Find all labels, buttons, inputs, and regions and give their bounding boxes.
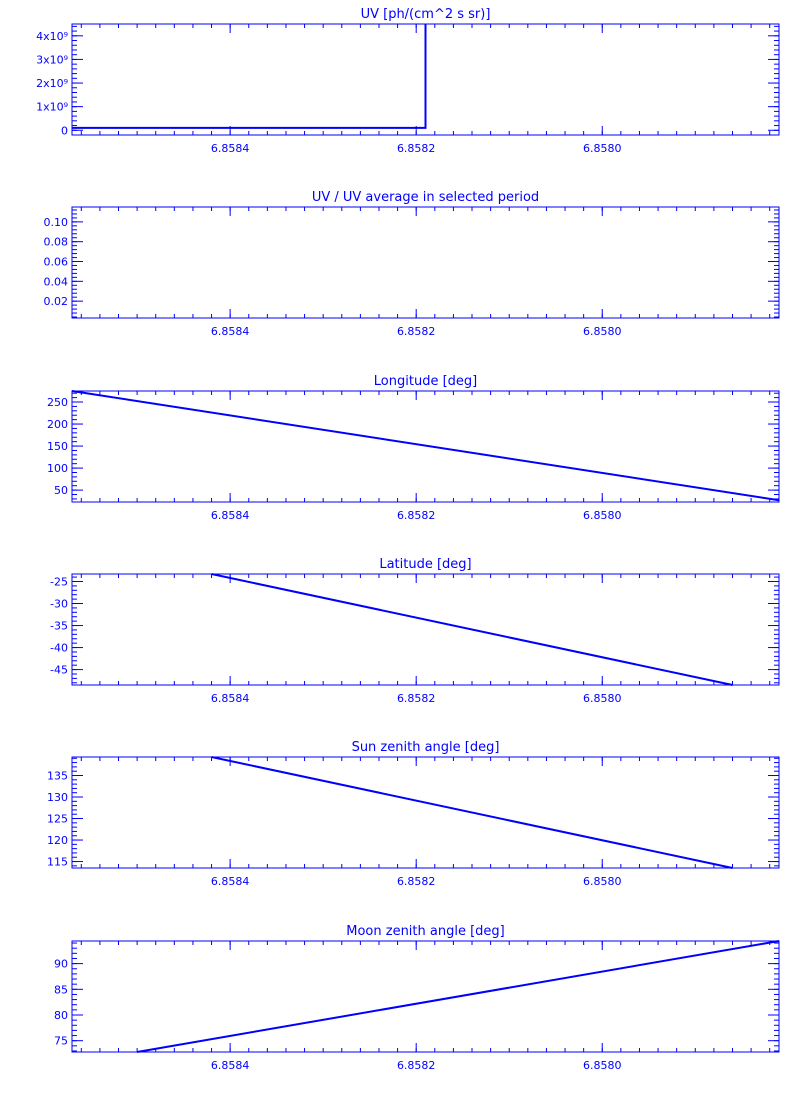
x-tick-label: 6.8580 [583, 325, 622, 338]
y-tick-label: 75 [54, 1034, 68, 1048]
y-tick-label: 85 [54, 983, 68, 997]
y-tick-label: 125 [47, 812, 68, 826]
x-tick-label: 6.8580 [583, 142, 622, 155]
y-tick-label: 200 [47, 418, 68, 432]
x-tick-label: 6.8580 [583, 1059, 622, 1072]
panel-5 [54, 924, 779, 1072]
y-tick-label: 2x10⁹ [36, 77, 68, 91]
y-tick-label: 150 [47, 440, 68, 454]
x-tick-label: 6.8580 [583, 692, 622, 705]
panel-2 [47, 374, 779, 522]
x-tick-label: 6.8584 [210, 142, 250, 155]
y-tick-label: 1x10⁹ [36, 100, 68, 114]
panel-1 [44, 190, 780, 338]
x-tick-label: 6.8582 [396, 142, 436, 155]
x-tick-label: 6.8584 [210, 509, 250, 522]
x-tick-label: 6.8584 [210, 692, 250, 705]
y-tick-label: 120 [47, 834, 68, 848]
x-tick-label: 6.8582 [396, 1059, 436, 1072]
y-tick-label: 135 [47, 769, 68, 783]
plot-frame [72, 207, 779, 318]
chart-title: Moon zenith angle [deg] [346, 924, 505, 939]
y-tick-label: 115 [47, 855, 68, 869]
y-tick-label: 250 [47, 396, 68, 410]
series-line [72, 24, 426, 128]
x-tick-label: 6.8584 [210, 1059, 250, 1072]
panel-0 [36, 7, 779, 155]
y-tick-label: 90 [54, 957, 68, 971]
y-tick-label: -45 [50, 663, 68, 677]
y-tick-label: 80 [54, 1009, 68, 1022]
y-tick-label: -35 [50, 619, 68, 633]
panel-3 [50, 557, 779, 705]
series-line [72, 391, 779, 500]
y-tick-label: 0.04 [43, 275, 68, 289]
y-tick-label: 100 [47, 462, 68, 476]
x-tick-label: 6.8584 [210, 325, 250, 338]
x-tick-label: 6.8580 [583, 875, 622, 888]
series-line [137, 941, 779, 1052]
y-tick-label: 0.08 [43, 235, 68, 249]
plot-frame [72, 574, 779, 685]
y-tick-label: 50 [54, 484, 68, 498]
chart-title: UV / UV average in selected period [311, 190, 540, 205]
y-tick-label: 3x10⁹ [36, 53, 68, 67]
y-tick-label: 130 [47, 791, 68, 805]
y-tick-label: 0.10 [43, 215, 68, 229]
chart-title: Longitude [deg] [373, 374, 478, 389]
panel-4 [47, 740, 779, 888]
x-tick-label: 6.8582 [396, 692, 436, 705]
chart-title: UV [ph/(cm^2 s sr)] [360, 7, 491, 22]
y-tick-label: 0.02 [43, 295, 68, 309]
series-line [212, 574, 733, 685]
y-tick-label: 4x10⁹ [36, 29, 68, 43]
x-tick-label: 6.8582 [396, 509, 436, 522]
x-tick-label: 6.8580 [583, 509, 622, 522]
plot-frame [72, 757, 779, 868]
chart-title: Latitude [deg] [379, 557, 472, 572]
y-tick-label: -25 [50, 575, 68, 589]
x-tick-label: 6.8582 [396, 875, 436, 888]
chart-title: Sun zenith angle [deg] [351, 740, 500, 755]
series-line [212, 757, 733, 868]
y-tick-label: 0 [61, 124, 68, 138]
x-tick-label: 6.8584 [210, 875, 250, 888]
y-tick-label: -30 [50, 597, 68, 611]
x-tick-label: 6.8582 [396, 325, 436, 338]
plot-frame [72, 941, 779, 1052]
y-tick-label: 0.06 [43, 255, 68, 269]
y-tick-label: -40 [50, 641, 68, 655]
